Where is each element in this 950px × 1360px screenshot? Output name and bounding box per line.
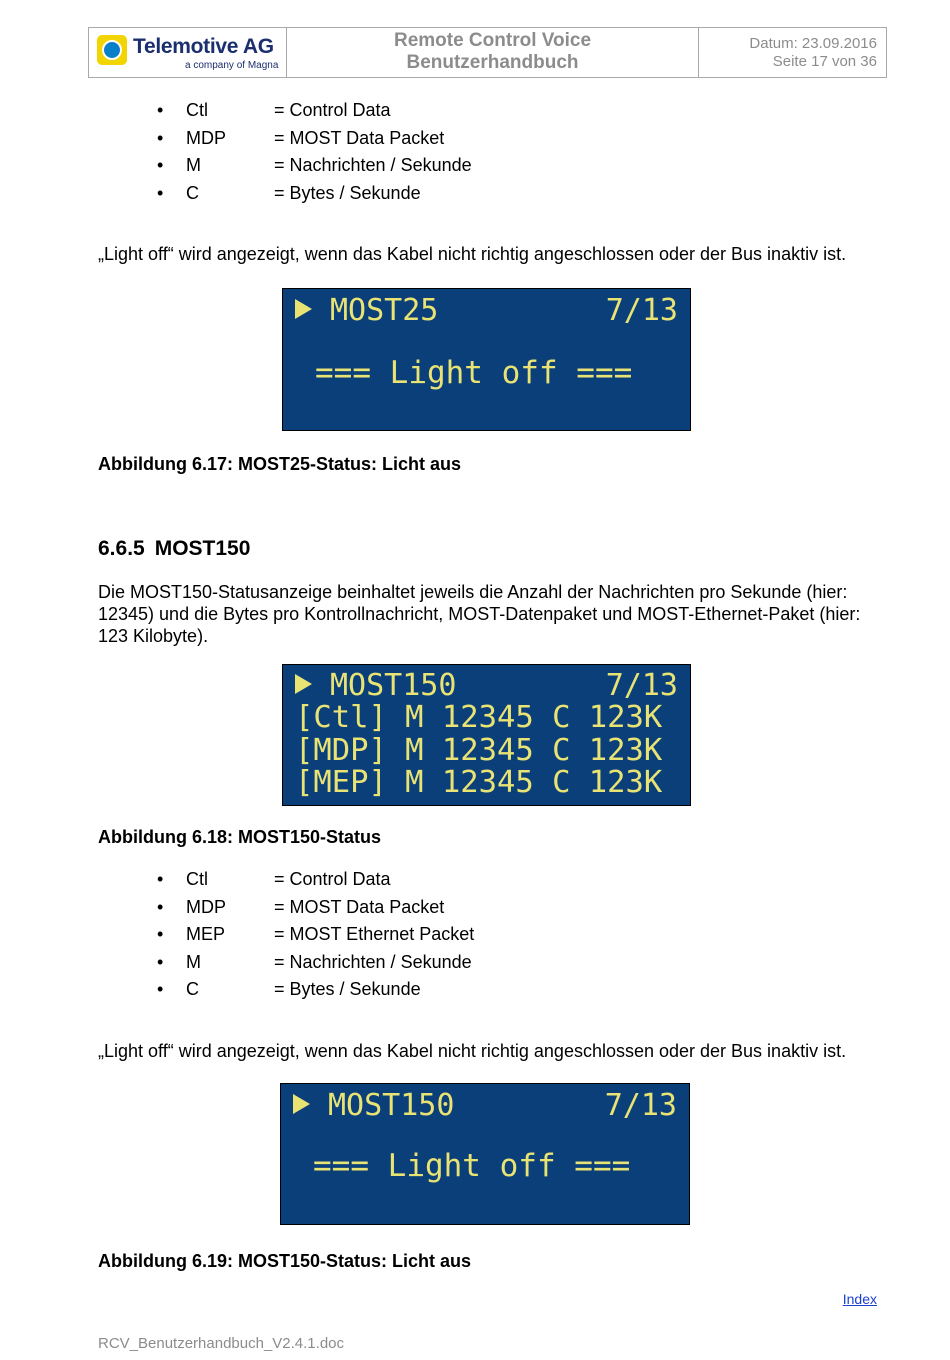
page-header — [88, 27, 887, 78]
lcd-pager: 7/13 — [605, 668, 678, 703]
list-item: • C = Bytes / Sekunde — [157, 182, 421, 203]
company-logo — [89, 28, 287, 77]
title-line-1: Remote Control Voice — [393, 30, 592, 51]
lcd-message: === Light off === — [315, 355, 633, 391]
index-link[interactable]: Index — [842, 1291, 877, 1307]
list-item: • Ctl = Control Data — [157, 100, 391, 120]
list-item: • MEP = MOST Ethernet Packet — [157, 924, 475, 944]
caption-6-17: Abbildung 6.17: MOST25-Status: Licht aus — [98, 454, 462, 474]
lcd-display-most150-status — [282, 664, 691, 806]
abbreviation-list-1 — [157, 97, 472, 207]
play-arrow-icon — [293, 1094, 310, 1114]
light-off-paragraph-1: „Light off“ wird angezeigt, wenn das Kabel nicht richtig angeschlossen oder der Bus inaktiv ist. — [98, 244, 847, 264]
lcd-row-mdp: [MDP] M 12345 C 123K — [295, 733, 663, 768]
telemotive-logo-icon — [97, 35, 127, 65]
lcd-title: MOST25 — [330, 293, 439, 328]
lcd-pager: 7/13 — [604, 1088, 677, 1123]
document-title — [287, 28, 699, 77]
lcd-message: === Light off === — [313, 1148, 631, 1184]
play-arrow-icon — [295, 674, 312, 694]
logo-subtitle: a company of Magna — [185, 60, 279, 71]
logo-name: Telemotive AG — [133, 35, 274, 58]
list-item: • Ctl = Control Data — [157, 869, 391, 889]
lcd-display-most25-light-off — [282, 288, 691, 431]
light-off-paragraph-2: „Light off“ wird angezeigt, wenn das Kabel nicht richtig angeschlossen oder der Bus inaktiv ist. — [98, 1041, 847, 1061]
list-item: • C = Bytes / Sekunde — [157, 979, 421, 999]
document-meta — [699, 28, 886, 77]
section-title: MOST150 — [154, 537, 251, 560]
list-item: • M = Nachrichten / Sekunde — [157, 951, 472, 972]
caption-6-18: Abbildung 6.18: MOST150-Status — [98, 827, 382, 847]
lcd-display-most150-light-off — [280, 1083, 690, 1225]
play-arrow-icon — [295, 299, 312, 319]
lcd-row-ctl: [Ctl] M 12345 C 123K — [295, 700, 663, 735]
list-item: • MDP = MOST Data Packet — [157, 896, 445, 917]
document-date: Datum: 23.09.2016 — [749, 35, 877, 52]
list-item: • MDP = MOST Data Packet — [157, 127, 445, 148]
caption-6-19: Abbildung 6.19: MOST150-Status: Licht aus — [98, 1251, 472, 1271]
abbreviation-list-2 — [157, 866, 474, 1004]
list-item: • M = Nachrichten / Sekunde — [157, 155, 472, 175]
lcd-title: MOST150 — [328, 1088, 455, 1123]
section-paragraph: Die MOST150-Statusanzeige beinhaltet jeweils die Anzahl der Nachrichten pro Sekunde (hier: 12345) und die Bytes pro Kontrollnachricht, MOST-Datenpaket und MOST-Ethernet-Paket (hier: 123 Kilobyte). — [98, 582, 861, 646]
page-number: Seite 17 von 36 — [772, 53, 877, 70]
section-number: 6.6.5 — [98, 537, 145, 560]
footer-filename: RCV_Benutzerhandbuch_V2.4.1.doc — [98, 1335, 345, 1352]
lcd-row-mep: [MEP] M 12345 C 123K — [295, 765, 663, 800]
title-line-2: Benutzerhandbuch — [406, 52, 579, 73]
lcd-title: MOST150 — [330, 668, 457, 703]
lcd-pager: 7/13 — [605, 293, 678, 328]
section-heading — [98, 537, 250, 561]
